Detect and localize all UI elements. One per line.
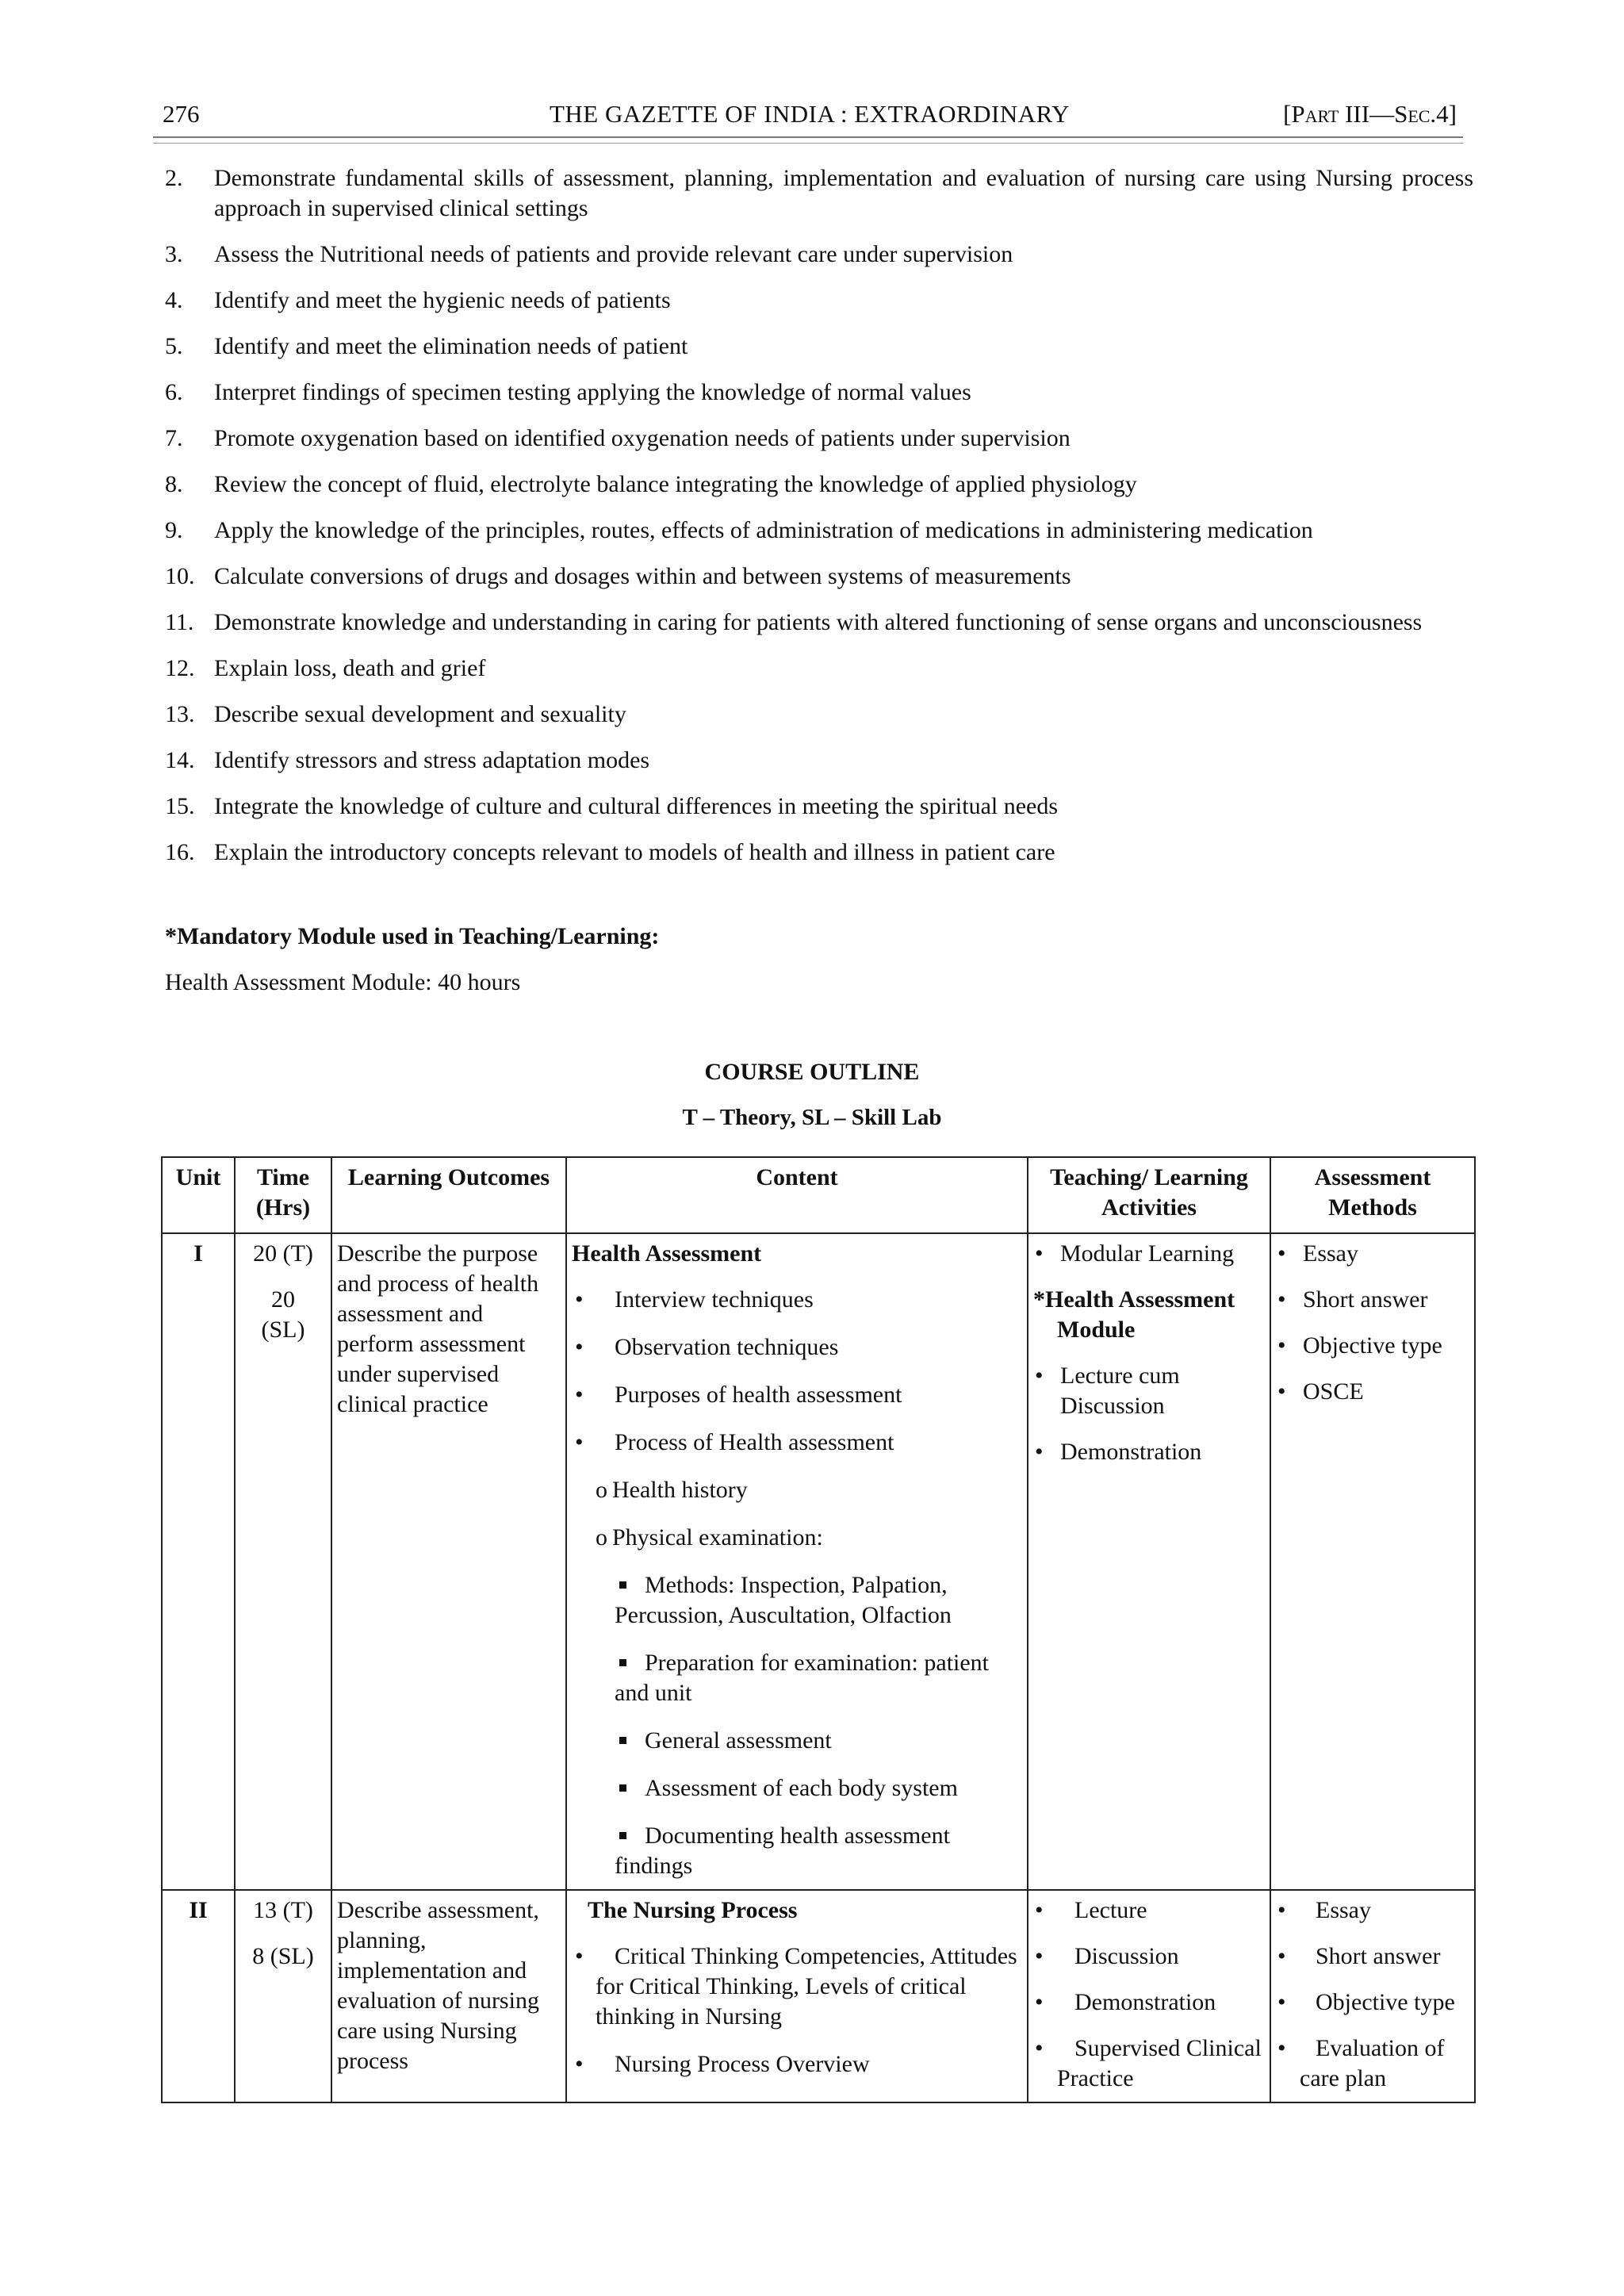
list-item: • OSCE [1276,1377,1469,1407]
teaching-cell [1028,1890,1270,2102]
content-cell [566,1233,1028,1890]
objective-text: Identify and meet the elimination needs of patient [214,333,688,359]
sub-sub-list-item: Preparation for examination: patient and unit [615,1650,990,1706]
teaching-cell [1028,1233,1270,1890]
list-item: • Essay [1276,1895,1469,1926]
unit-number: I [162,1233,235,1890]
sub-sub-list-item: Documenting health assessment findings [615,1823,950,1879]
course-outline-title: COURSE OUTLINE [704,1059,920,1085]
time-skill-lab: 8 (SL) [252,1943,314,1969]
objective-number: 6. [165,379,183,405]
content-heading: The Nursing Process [588,1897,798,1923]
list-item: • Supervised Clinical Practice [1033,2033,1265,2094]
square-bullet-icon [619,1784,626,1792]
objective-number: 3. [165,241,183,267]
sub-sub-list-item: General assessment [572,1726,1022,1756]
list-item: • Short answer [1276,1941,1469,1972]
table-row [162,1890,1475,2102]
objective-item [165,378,1473,408]
header-unit: Unit [162,1157,235,1233]
header-assessment-methods: Assessment Methods [1270,1157,1475,1233]
list-item: • Observation techniques [572,1332,1022,1363]
assessment-list [1276,1239,1469,1407]
circle-bullet-icon: o [596,1524,607,1550]
square-bullet-icon [619,1832,626,1839]
objective-text: Explain loss, death and grief [214,655,486,681]
course-outline-table [161,1156,1476,2103]
part-section: [Part III—Sec.4] [1283,100,1457,128]
list-item: • Short answer [1276,1285,1469,1315]
content-bullets [572,1941,1022,2079]
learning-outcome: Describe the purpose and process of health assessment and perform assessment under supervised clinical practice [331,1233,566,1890]
time-cell [235,1890,331,2102]
mandatory-module-heading: *Mandatory Module used in Teaching/Learning: [165,923,660,949]
sub-sub-list-item: Methods: Inspection, Palpation, Percussion, Auscultation, Olfaction [615,1572,952,1628]
objective-item [165,792,1473,822]
list-item: • Demonstration [1033,1987,1265,2018]
objective-item [165,163,1473,224]
objective-text: Identify stressors and stress adaptation modes [214,747,650,773]
content-bullets [572,1285,1022,1458]
objective-item [165,286,1473,316]
list-item: • Lecture cum Discussion [1033,1361,1265,1421]
objective-number: 8. [165,471,183,497]
objective-text: Assess the Nutritional needs of patients and provide relevant care under supervision [214,241,1013,267]
objective-text: Identify and meet the hygienic needs of patients [214,287,671,313]
time-cell [235,1233,331,1890]
list-item: • Objective type [1276,1987,1469,2018]
unit-number: II [162,1890,235,2102]
objective-number: 14. [165,747,195,773]
assessment-cell [1270,1890,1475,2102]
list-item: *Health Assessment Module [1033,1286,1235,1343]
objective-text: Apply the knowledge of the principles, routes, effects of administration of medications in administering medication [214,517,1313,543]
list-item: • Objective type [1276,1331,1469,1361]
teaching-list [1033,1239,1265,1467]
objective-item [165,746,1473,776]
objective-number: 13. [165,701,195,727]
objective-text: Demonstrate knowledge and understanding in caring for patients with altered functioning of sense organs and unconsciousness [214,609,1423,635]
list-item: • Essay [1276,1239,1469,1269]
objective-text: Describe sexual development and sexuality [214,701,626,727]
objective-item [165,654,1473,684]
sub-sub-list-item: Assessment of each body system [572,1773,1022,1803]
page-header [163,94,1457,133]
square-bullet-icon [619,1659,626,1666]
objective-text: Interpret findings of specimen testing applying the knowledge of normal values [214,379,971,405]
list-item: • Demonstration [1033,1437,1265,1467]
page-number: 276 [163,100,200,128]
objective-text: Demonstrate fundamental skills of assessment, planning, implementation and evaluation of nursing care using Nursing process approach in supervised clinical settings [214,165,1473,221]
objective-item [165,516,1473,546]
square-bullet-icon [619,1737,626,1744]
table-row [162,1233,1475,1890]
objective-item [165,608,1473,638]
list-item: • Evaluation of care plan [1276,2033,1469,2094]
content-heading: Health Assessment [572,1240,762,1267]
objective-number: 11. [165,609,194,635]
objectives-list [165,163,1473,884]
time-theory: 13 (T) [253,1897,313,1923]
table-header-row [162,1157,1475,1233]
time-skill-lab: 20 (SL) [261,1286,305,1343]
learning-outcome: Describe assessment, planning, implementation and evaluation of nursing care using Nursing process [331,1890,566,2102]
teaching-list [1033,1895,1265,2094]
objective-item [165,838,1473,868]
objective-item [165,240,1473,270]
list-item: • Discussion [1033,1941,1265,1972]
objective-text: Explain the introductory concepts relevant to models of health and illness in patient care [214,839,1055,865]
objective-number: 15. [165,793,195,819]
objective-number: 9. [165,517,183,543]
objective-number: 7. [165,425,183,451]
content-cell [566,1890,1028,2102]
square-bullet-icon [619,1581,626,1589]
circle-bullet-icon: o [596,1477,607,1503]
gazette-title: THE GAZETTE OF INDIA : EXTRAORDINARY [549,100,1071,128]
header-rule [153,136,1463,138]
objective-item [165,470,1473,500]
header-rule-thin [153,143,1463,144]
header-learning-outcomes: Learning Outcomes [331,1157,566,1233]
list-item: • Critical Thinking Competencies, Attitudes for Critical Thinking, Levels of critical thinking in Nursing [572,1941,1022,2032]
list-item: • Lecture [1033,1895,1265,1926]
list-item: • Interview techniques [572,1285,1022,1315]
objective-number: 5. [165,333,183,359]
assessment-cell [1270,1233,1475,1890]
assessment-list [1276,1895,1469,2094]
objective-item [165,424,1473,454]
objective-number: 4. [165,287,183,313]
header-teaching-activities: Teaching/ Learning Activities [1028,1157,1270,1233]
header-content: Content [566,1157,1028,1233]
objective-text: Integrate the knowledge of culture and cultural differences in meeting the spiritual needs [214,793,1059,819]
sub-list-item: o Health history [596,1477,748,1503]
list-item: • Modular Learning [1033,1239,1265,1269]
objective-item [165,562,1473,592]
sub-list-item: o Physical examination: [596,1524,823,1550]
course-outline-subtitle: T – Theory, SL – Skill Lab [682,1105,942,1130]
objective-number: 12. [165,655,195,681]
list-item: • Nursing Process Overview [572,2049,1022,2079]
objective-number: 2. [165,165,183,191]
objective-text: Promote oxygenation based on identified oxygenation needs of patients under supervision [214,425,1071,451]
objective-number: 10. [165,563,195,589]
list-item: • Purposes of health assessment [572,1380,1022,1410]
objective-number: 16. [165,839,195,865]
objective-text: Calculate conversions of drugs and dosages within and between systems of measurements [214,563,1071,589]
objective-item [165,700,1473,730]
objective-text: Review the concept of fluid, electrolyte balance integrating the knowledge of applied physiology [214,471,1137,497]
list-item: • Process of Health assessment [572,1428,1022,1458]
health-assessment-module-hours: Health Assessment Module: 40 hours [165,969,521,995]
time-theory: 20 (T) [253,1240,313,1267]
objective-item [165,332,1473,362]
header-time: Time (Hrs) [235,1157,331,1233]
